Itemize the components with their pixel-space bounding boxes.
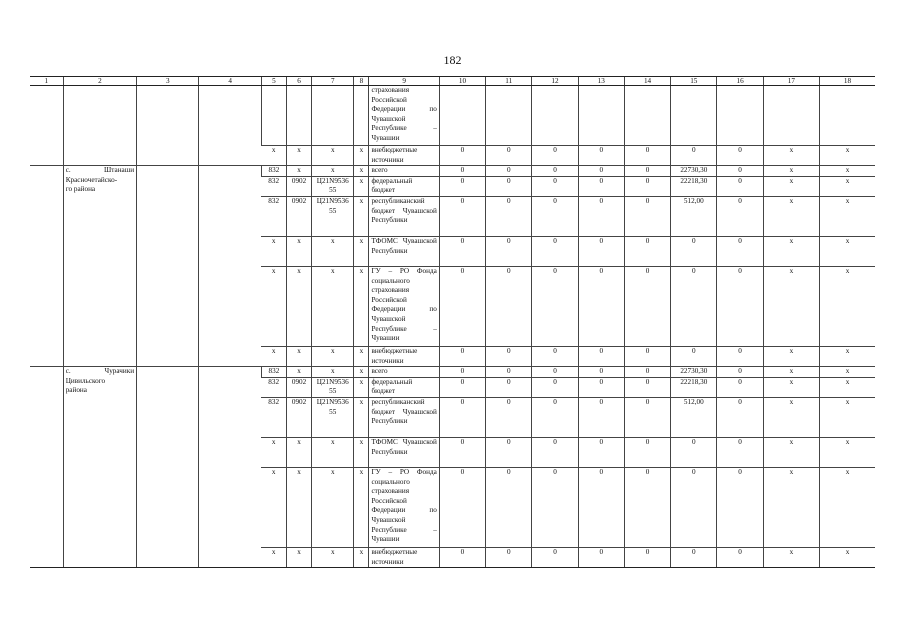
section-code-cell: 0902 — [286, 176, 311, 196]
object-name-cell — [63, 86, 136, 166]
section-code-cell: x — [286, 146, 311, 166]
value-cell: 0 — [578, 377, 624, 397]
value-cell: x — [763, 377, 819, 397]
value-cell: x — [820, 547, 875, 567]
value-cell: 512,00 — [671, 196, 717, 236]
value-cell: x — [763, 266, 819, 346]
value-cell: 0 — [486, 467, 532, 547]
target-article-cell: x — [312, 236, 354, 266]
section-code-cell: x — [286, 346, 311, 366]
target-article-cell: x — [312, 467, 354, 547]
value-cell: 0 — [439, 467, 485, 547]
column-number: 1 — [30, 77, 63, 86]
expense-type-cell: x — [354, 397, 369, 437]
funding-source-cell: ГУ – РО Фонда социального страхования Российской Федерации по Чувашской Республике – Чувашии — [369, 266, 439, 346]
value-cell: 0 — [578, 467, 624, 547]
value-cell: 0 — [439, 437, 485, 467]
target-article-cell: x — [312, 166, 354, 177]
value-cell: 0 — [439, 547, 485, 567]
value-cell: 0 — [717, 437, 763, 467]
target-article-cell: x — [312, 437, 354, 467]
value-cell: 0 — [532, 397, 578, 437]
value-cell: 0 — [486, 166, 532, 177]
target-article-cell: Ц21N9536 55 — [312, 377, 354, 397]
section-code-cell: x — [286, 166, 311, 177]
target-article-cell: Ц21N9536 55 — [312, 176, 354, 196]
cell-col3 — [137, 86, 199, 166]
value-cell: 0 — [532, 437, 578, 467]
value-cell: 0 — [486, 196, 532, 236]
section-code-cell: x — [286, 367, 311, 378]
value-cell: x — [820, 367, 875, 378]
value-cell: 0 — [624, 236, 670, 266]
value-cell: 0 — [439, 377, 485, 397]
value-cell: 0 — [671, 467, 717, 547]
expense-type-cell: x — [354, 196, 369, 236]
expense-type-cell: x — [354, 367, 369, 378]
value-cell: 22730,30 — [671, 166, 717, 177]
value-cell: 22218,30 — [671, 176, 717, 196]
value-cell: 0 — [486, 176, 532, 196]
expense-type-cell: x — [354, 377, 369, 397]
value-cell: 0 — [578, 236, 624, 266]
admin-code-cell: x — [261, 437, 286, 467]
admin-code-cell: x — [261, 467, 286, 547]
target-article-cell: Ц21N9536 55 — [312, 196, 354, 236]
target-article-cell: x — [312, 547, 354, 567]
value-cell: 0 — [671, 266, 717, 346]
value-cell: x — [763, 397, 819, 437]
funding-source-cell: ТФОМС Чувашской Республики — [369, 437, 439, 467]
value-cell: x — [763, 547, 819, 567]
budget-table — [30, 76, 875, 568]
expense-type-cell: x — [354, 146, 369, 166]
expense-type-cell: x — [354, 236, 369, 266]
value-cell: 0 — [532, 176, 578, 196]
admin-code-cell: 832 — [261, 377, 286, 397]
admin-code-cell — [261, 86, 286, 146]
value-cell: 0 — [486, 346, 532, 366]
value-cell: x — [763, 146, 819, 166]
value-cell: 0 — [717, 377, 763, 397]
value-cell: 0 — [532, 196, 578, 236]
expense-type-cell: x — [354, 346, 369, 366]
admin-code-cell: 832 — [261, 367, 286, 378]
target-article-cell: x — [312, 346, 354, 366]
object-name-line: Красночетайско- — [65, 175, 118, 184]
expense-type-cell — [354, 86, 369, 146]
section-code-cell: x — [286, 266, 311, 346]
value-cell: 0 — [717, 146, 763, 166]
cell-col1 — [30, 86, 63, 166]
value-cell: 512,00 — [671, 397, 717, 437]
value-cell — [717, 86, 763, 146]
column-number: 2 — [63, 77, 136, 86]
value-cell: 0 — [486, 397, 532, 437]
value-cell: 0 — [624, 397, 670, 437]
column-number: 10 — [439, 77, 485, 86]
cell-col4 — [199, 166, 261, 367]
value-cell: 0 — [532, 146, 578, 166]
column-number: 17 — [763, 77, 819, 86]
target-article-cell: x — [312, 367, 354, 378]
value-cell: 0 — [624, 437, 670, 467]
value-cell: 0 — [439, 367, 485, 378]
funding-source-cell: страхования Российской Федерации по Чувашской Республике – Чувашии — [369, 86, 439, 146]
expense-type-cell: x — [354, 547, 369, 567]
value-cell: x — [763, 166, 819, 177]
value-cell: 0 — [717, 397, 763, 437]
column-number: 7 — [312, 77, 354, 86]
admin-code-cell: 832 — [261, 176, 286, 196]
expense-type-cell: x — [354, 266, 369, 346]
admin-code-cell: x — [261, 547, 286, 567]
column-number: 18 — [820, 77, 875, 86]
object-name-cell — [63, 166, 136, 367]
funding-source-cell: федеральный бюджет — [369, 377, 439, 397]
value-cell: 0 — [578, 146, 624, 166]
cell-col1 — [30, 367, 63, 568]
value-cell: x — [820, 166, 875, 177]
value-cell: 0 — [532, 367, 578, 378]
object-name-line: с. Штанаши — [65, 166, 135, 175]
value-cell: x — [820, 146, 875, 166]
value-cell: 0 — [532, 236, 578, 266]
table-row — [30, 367, 875, 378]
value-cell: 0 — [486, 547, 532, 567]
column-number: 13 — [578, 77, 624, 86]
value-cell: x — [820, 176, 875, 196]
value-cell: x — [820, 377, 875, 397]
value-cell: 0 — [532, 346, 578, 366]
value-cell: 0 — [439, 146, 485, 166]
value-cell: 0 — [671, 146, 717, 166]
value-cell: x — [820, 346, 875, 366]
value-cell — [624, 86, 670, 146]
object-name-cell — [63, 367, 136, 568]
target-article-cell — [312, 86, 354, 146]
value-cell — [763, 86, 819, 146]
value-cell — [578, 86, 624, 146]
column-number: 16 — [717, 77, 763, 86]
value-cell: 0 — [624, 266, 670, 346]
expense-type-cell: x — [354, 166, 369, 177]
object-name-line: го района — [65, 185, 96, 194]
value-cell: 0 — [578, 266, 624, 346]
value-cell: 0 — [439, 266, 485, 346]
column-number: 15 — [671, 77, 717, 86]
value-cell: 0 — [578, 367, 624, 378]
funding-source-cell: ТФОМС Чувашской Республики — [369, 236, 439, 266]
value-cell: x — [763, 176, 819, 196]
value-cell: 0 — [671, 346, 717, 366]
value-cell: 0 — [717, 367, 763, 378]
value-cell: 0 — [486, 146, 532, 166]
value-cell: x — [820, 196, 875, 236]
object-name-line: Цивильского — [65, 376, 106, 385]
value-cell: 0 — [486, 236, 532, 266]
value-cell: x — [820, 266, 875, 346]
column-number: 6 — [286, 77, 311, 86]
section-code-cell: x — [286, 437, 311, 467]
value-cell: 0 — [439, 176, 485, 196]
section-code-cell: x — [286, 467, 311, 547]
column-number: 11 — [486, 77, 532, 86]
table-row — [30, 166, 875, 177]
value-cell: 0 — [671, 236, 717, 266]
section-code-cell: x — [286, 547, 311, 567]
value-cell: 0 — [578, 166, 624, 177]
value-cell: 22730,30 — [671, 367, 717, 378]
value-cell: 0 — [624, 547, 670, 567]
funding-source-cell: внебюджетные источники — [369, 547, 439, 567]
value-cell: 0 — [624, 346, 670, 366]
value-cell: 0 — [624, 196, 670, 236]
value-cell: 0 — [624, 467, 670, 547]
column-number: 8 — [354, 77, 369, 86]
value-cell: x — [763, 367, 819, 378]
column-number: 5 — [261, 77, 286, 86]
funding-source-cell: всего — [369, 367, 439, 378]
object-name-line: с. Чурачики — [65, 367, 135, 376]
value-cell: 0 — [671, 547, 717, 567]
funding-source-cell: ГУ – РО Фонда социального страхования Российской Федерации по Чувашской Республике – Чувашии — [369, 467, 439, 547]
value-cell: 0 — [439, 166, 485, 177]
value-cell: 0 — [532, 377, 578, 397]
section-code-cell: 0902 — [286, 377, 311, 397]
admin-code-cell: x — [261, 236, 286, 266]
value-cell: 0 — [439, 397, 485, 437]
value-cell: 0 — [532, 266, 578, 346]
expense-type-cell: x — [354, 467, 369, 547]
page-number: 182 — [443, 53, 462, 67]
value-cell: x — [820, 437, 875, 467]
value-cell: x — [763, 467, 819, 547]
value-cell: 0 — [486, 367, 532, 378]
funding-source-cell: всего — [369, 166, 439, 177]
value-cell: 0 — [578, 346, 624, 366]
column-number: 4 — [199, 77, 261, 86]
cell-col3 — [137, 367, 199, 568]
value-cell: 0 — [624, 367, 670, 378]
expense-type-cell: x — [354, 176, 369, 196]
value-cell: 0 — [578, 176, 624, 196]
value-cell: 22218,30 — [671, 377, 717, 397]
section-code-cell — [286, 86, 311, 146]
admin-code-cell: 832 — [261, 196, 286, 236]
value-cell: 0 — [439, 346, 485, 366]
value-cell: 0 — [624, 166, 670, 177]
column-number: 14 — [624, 77, 670, 86]
value-cell: 0 — [486, 377, 532, 397]
value-cell: 0 — [532, 467, 578, 547]
value-cell: 0 — [532, 166, 578, 177]
value-cell: 0 — [717, 467, 763, 547]
value-cell: 0 — [717, 547, 763, 567]
value-cell: 0 — [717, 346, 763, 366]
column-number: 9 — [369, 77, 439, 86]
value-cell — [486, 86, 532, 146]
target-article-cell: x — [312, 266, 354, 346]
admin-code-cell: 832 — [261, 397, 286, 437]
value-cell: x — [820, 467, 875, 547]
object-name-line: района — [65, 386, 87, 395]
funding-source-cell: внебюджетные источники — [369, 346, 439, 366]
column-number-row — [30, 77, 875, 86]
value-cell: x — [763, 346, 819, 366]
expense-type-cell: x — [354, 437, 369, 467]
cell-col1 — [30, 166, 63, 367]
value-cell: 0 — [717, 236, 763, 266]
value-cell — [439, 86, 485, 146]
value-cell: 0 — [439, 236, 485, 266]
value-cell: 0 — [717, 176, 763, 196]
value-cell: 0 — [578, 547, 624, 567]
value-cell: 0 — [486, 266, 532, 346]
target-article-cell: Ц21N9536 55 — [312, 397, 354, 437]
cell-col4 — [199, 367, 261, 568]
section-code-cell: x — [286, 236, 311, 266]
target-article-cell: x — [312, 146, 354, 166]
value-cell: 0 — [717, 166, 763, 177]
value-cell — [671, 86, 717, 146]
funding-source-cell: республиканский бюджет Чувашской Республики — [369, 196, 439, 236]
value-cell: x — [820, 236, 875, 266]
column-number: 12 — [532, 77, 578, 86]
value-cell: 0 — [717, 196, 763, 236]
value-cell: 0 — [578, 437, 624, 467]
section-code-cell: 0902 — [286, 397, 311, 437]
admin-code-cell: 832 — [261, 166, 286, 177]
value-cell: 0 — [439, 196, 485, 236]
value-cell: 0 — [624, 146, 670, 166]
value-cell: 0 — [624, 377, 670, 397]
value-cell: x — [763, 236, 819, 266]
value-cell: x — [763, 196, 819, 236]
admin-code-cell: x — [261, 146, 286, 166]
value-cell: 0 — [578, 397, 624, 437]
value-cell — [532, 86, 578, 146]
section-code-cell: 0902 — [286, 196, 311, 236]
cell-col4 — [199, 86, 261, 166]
value-cell: 0 — [671, 437, 717, 467]
column-number: 3 — [137, 77, 199, 86]
funding-source-cell: внебюджетные источники — [369, 146, 439, 166]
cell-col3 — [137, 166, 199, 367]
value-cell: x — [763, 437, 819, 467]
table-row — [30, 86, 875, 146]
value-cell: 0 — [624, 176, 670, 196]
value-cell: 0 — [532, 547, 578, 567]
value-cell: 0 — [578, 196, 624, 236]
value-cell — [820, 86, 875, 146]
value-cell: 0 — [486, 437, 532, 467]
value-cell: 0 — [717, 266, 763, 346]
admin-code-cell: x — [261, 346, 286, 366]
value-cell: x — [820, 397, 875, 437]
funding-source-cell: республиканский бюджет Чувашской Республики — [369, 397, 439, 437]
admin-code-cell: x — [261, 266, 286, 346]
funding-source-cell: федеральный бюджет — [369, 176, 439, 196]
